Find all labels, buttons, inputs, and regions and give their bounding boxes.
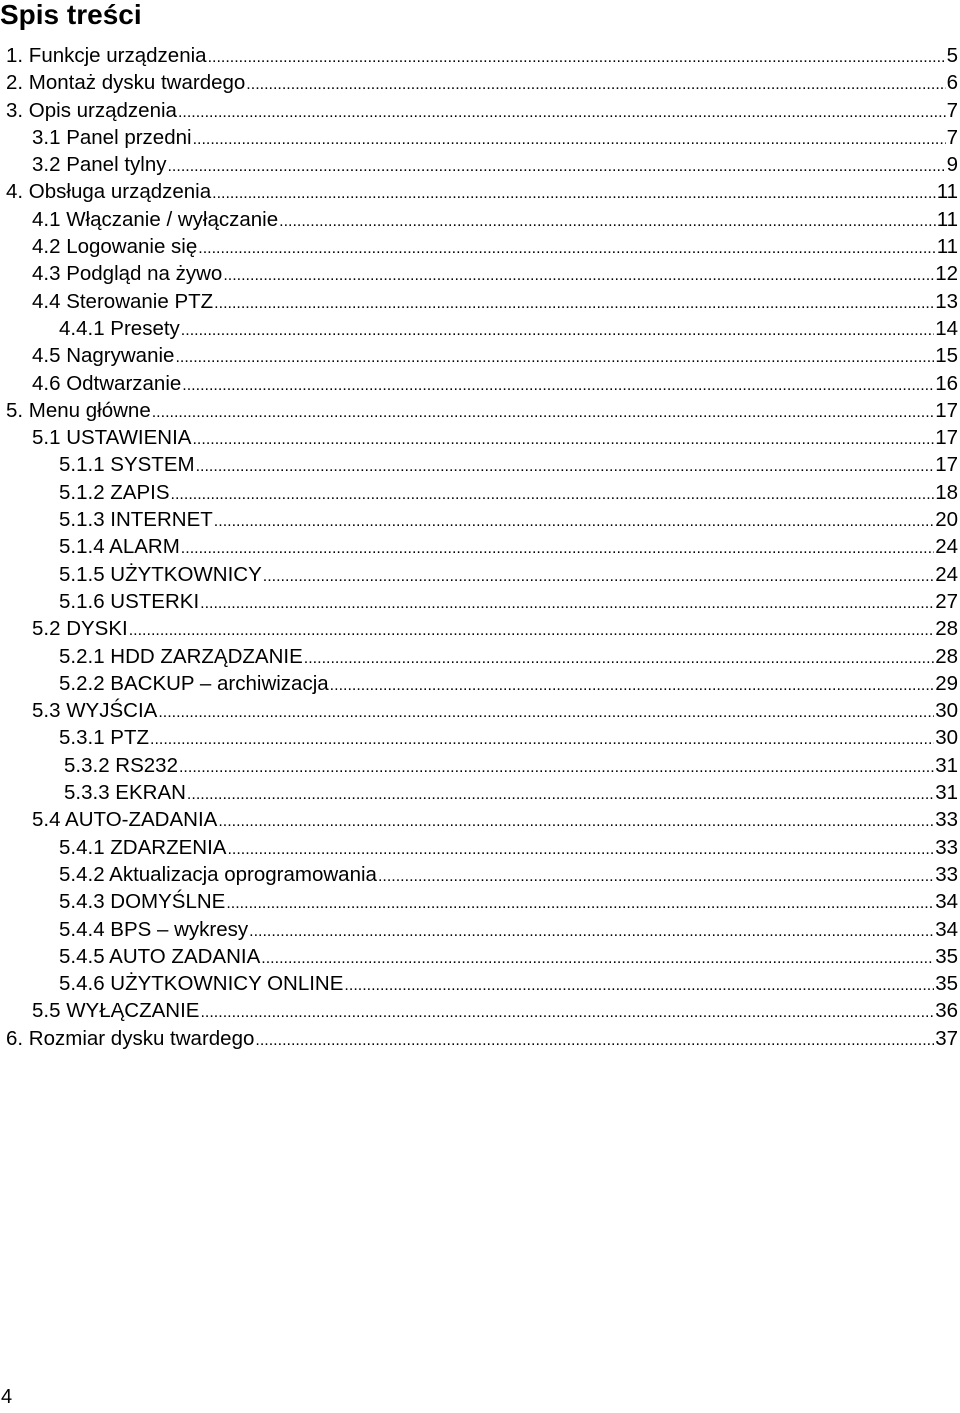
toc-entry[interactable] <box>0 151 958 178</box>
toc-leader-dots <box>200 997 934 1026</box>
toc-leader-dots <box>171 479 935 508</box>
toc-entry-label: 5.3.2 RS232 <box>64 752 178 779</box>
toc-entry[interactable] <box>0 943 958 970</box>
toc-leader-dots <box>129 615 934 644</box>
toc-entry-label: 5.1.3 INTERNET <box>59 506 213 533</box>
toc-entry[interactable] <box>0 370 958 397</box>
toc-leader-dots <box>179 752 934 781</box>
toc-entry-page: 18 <box>935 480 958 504</box>
toc-entry-page: 17 <box>935 453 958 477</box>
toc-entry-page: 34 <box>935 890 958 914</box>
page-title: Spis treści <box>0 0 142 30</box>
toc-entry-label: 4.6 Odtwarzanie <box>32 370 181 397</box>
toc-leader-dots <box>378 861 934 890</box>
toc-entry-page: 28 <box>935 644 958 668</box>
toc-entry-label: 4.4 Sterowanie PTZ <box>32 288 213 315</box>
toc-entry[interactable] <box>0 861 958 888</box>
toc-entry[interactable] <box>0 588 958 615</box>
toc-entry-page: 30 <box>935 699 958 723</box>
toc-entry-label: 5.3.3 EKRAN <box>64 779 186 806</box>
toc-entry-page: 11 <box>936 235 958 259</box>
toc-entry-page: 35 <box>935 944 958 968</box>
toc-entry-label: 5.1.1 SYSTEM <box>59 451 195 478</box>
toc-entry[interactable] <box>0 342 958 369</box>
toc-entry-page: 27 <box>935 589 958 613</box>
toc-leader-dots <box>227 834 934 863</box>
toc-leader-dots <box>196 451 935 480</box>
toc-entry[interactable] <box>0 206 958 233</box>
toc-entry-page: 11 <box>936 207 958 231</box>
toc-entry[interactable] <box>0 506 958 533</box>
toc-entry[interactable] <box>0 697 958 724</box>
toc-leader-dots <box>226 888 934 917</box>
toc-entry-page: 37 <box>935 1026 958 1050</box>
toc-leader-dots <box>187 779 934 808</box>
toc-entry-page: 12 <box>935 262 958 286</box>
toc-entry-label: 4. Obsługa urządzenia <box>6 178 211 205</box>
toc-entry[interactable] <box>0 615 958 642</box>
toc-entry[interactable] <box>0 724 958 751</box>
toc-entry-label: 5.4.1 ZDARZENIA <box>59 834 226 861</box>
toc-entry[interactable] <box>0 561 958 588</box>
toc-entry-label: 3.1 Panel przedni <box>32 124 192 151</box>
toc-entry-label: 3. Opis urządzenia <box>6 97 177 124</box>
toc-entry-label: 4.4.1 Presety <box>59 315 180 342</box>
toc-leader-dots <box>212 178 936 207</box>
toc-leader-dots <box>175 342 934 371</box>
toc-entry-page: 24 <box>935 562 958 586</box>
toc-leader-dots <box>214 288 934 317</box>
toc-entry-label: 5.4.2 Aktualizacja oprogramowania <box>59 861 377 888</box>
toc-entry[interactable] <box>0 42 958 69</box>
toc-entry[interactable] <box>0 233 958 260</box>
toc-entry-page: 35 <box>935 972 958 996</box>
toc-entry-label: 5.4.6 UŻYTKOWNICY ONLINE <box>59 970 343 997</box>
toc-entry-page: 33 <box>935 835 958 859</box>
toc-entry[interactable] <box>0 479 958 506</box>
toc-entry-page: 7 <box>946 98 958 122</box>
toc-entry-label: 5.4 AUTO-ZADANIA <box>32 806 217 833</box>
toc-entry-label: 5. Menu główne <box>6 397 151 424</box>
toc-entry-label: 5.5 WYŁĄCZANIE <box>32 997 199 1024</box>
toc-entry[interactable] <box>0 916 958 943</box>
toc-entry-label: 5.2.2 BACKUP – archiwizacja <box>59 670 329 697</box>
toc-entry[interactable] <box>0 670 958 697</box>
toc-entry-page: 31 <box>935 753 958 777</box>
toc-entry[interactable] <box>0 806 958 833</box>
toc-entry[interactable] <box>0 888 958 915</box>
toc-entry-page: 13 <box>935 289 958 313</box>
toc-leader-dots <box>214 506 934 535</box>
toc-entry-label: 5.4.3 DOMYŚLNE <box>59 888 225 915</box>
toc-entry-page: 20 <box>935 508 958 532</box>
toc-entry-label: 5.1.4 ALARM <box>59 533 180 560</box>
toc-entry-page: 11 <box>936 180 958 204</box>
toc-leader-dots <box>330 670 935 699</box>
toc-entry-page: 17 <box>935 426 958 450</box>
toc-leader-dots <box>150 724 934 753</box>
toc-entry-page: 36 <box>935 999 958 1023</box>
toc-entry-page: 6 <box>946 71 958 95</box>
toc-entry[interactable] <box>0 970 958 997</box>
toc-leader-dots <box>344 970 934 999</box>
toc-leader-dots <box>263 561 934 590</box>
toc-entry[interactable] <box>0 97 958 124</box>
toc-entry[interactable] <box>0 643 958 670</box>
toc-entry[interactable] <box>0 533 958 560</box>
toc-entry-page: 15 <box>935 344 958 368</box>
toc-leader-dots <box>200 588 934 617</box>
toc-entry-label: 5.1 USTAWIENIA <box>32 424 191 451</box>
toc-entry[interactable] <box>0 178 958 205</box>
toc-entry-label: 2. Montaż dysku twardego <box>6 69 245 96</box>
toc-entry-label: 5.4.4 BPS – wykresy <box>59 916 248 943</box>
toc-leader-dots <box>246 69 945 98</box>
toc-entry[interactable] <box>0 779 958 806</box>
toc-entry-page: 14 <box>935 316 958 340</box>
toc-entry[interactable] <box>0 997 958 1024</box>
toc-entry-page: 5 <box>946 44 958 67</box>
toc-entry[interactable] <box>0 752 958 779</box>
toc-entry-page: 24 <box>935 535 958 559</box>
toc-leader-dots <box>182 370 934 399</box>
toc-entry-page: 33 <box>935 862 958 886</box>
toc-leader-dots <box>181 315 934 344</box>
toc-entry-label: 3.2 Panel tylny <box>32 151 166 178</box>
table-of-contents <box>0 42 960 1052</box>
toc-entry-label: 5.4.5 AUTO ZADANIA <box>59 943 260 970</box>
toc-leader-dots <box>193 124 946 153</box>
toc-entry[interactable] <box>0 124 958 151</box>
toc-leader-dots <box>223 260 934 289</box>
toc-entry-page: 29 <box>935 671 958 695</box>
toc-entry-page: 7 <box>946 125 958 149</box>
toc-leader-dots <box>304 643 934 672</box>
toc-entry[interactable] <box>0 424 958 451</box>
toc-entry-page: 17 <box>935 398 958 422</box>
toc-entry-label: 1. Funkcje urządzenia <box>6 42 207 69</box>
toc-entry-page: 33 <box>935 808 958 832</box>
toc-entry[interactable] <box>0 288 958 315</box>
toc-entry[interactable] <box>0 260 958 287</box>
toc-entry[interactable] <box>0 834 958 861</box>
toc-leader-dots <box>181 533 934 562</box>
toc-entry[interactable] <box>0 451 958 478</box>
toc-entry-label: 5.1.2 ZAPIS <box>59 479 170 506</box>
toc-entry-label: 5.1.6 USTERKI <box>59 588 199 615</box>
toc-entry-page: 16 <box>935 371 958 395</box>
toc-entry-page: 28 <box>935 617 958 641</box>
toc-entry-page: 31 <box>935 781 958 805</box>
toc-leader-dots <box>198 233 935 262</box>
toc-entry[interactable] <box>0 1025 958 1052</box>
toc-leader-dots <box>178 97 946 126</box>
page-number: 4 <box>1 1386 13 1408</box>
toc-entry[interactable] <box>0 397 958 424</box>
toc-entry-page: 30 <box>935 726 958 750</box>
toc-leader-dots <box>255 1025 934 1054</box>
toc-leader-dots <box>158 697 934 726</box>
toc-leader-dots <box>218 806 934 835</box>
toc-leader-dots <box>192 424 934 453</box>
toc-entry-label: 5.1.5 UŻYTKOWNICY <box>59 561 262 588</box>
toc-entry-label: 4.5 Nagrywanie <box>32 342 174 369</box>
toc-leader-dots <box>152 397 934 426</box>
toc-entry-label: 5.2 DYSKI <box>32 615 128 642</box>
toc-entry-label: 4.2 Logowanie się <box>32 233 197 260</box>
toc-entry-label: 5.3 WYJŚCIA <box>32 697 157 724</box>
toc-entry[interactable] <box>0 315 958 342</box>
toc-leader-dots <box>208 42 946 71</box>
toc-entry-label: 5.3.1 PTZ <box>59 724 149 751</box>
toc-entry-page: 9 <box>946 153 958 177</box>
toc-leader-dots <box>167 151 945 180</box>
toc-leader-dots <box>249 916 934 945</box>
toc-entry-label: 6. Rozmiar dysku twardego <box>6 1025 254 1052</box>
toc-leader-dots <box>261 943 934 972</box>
toc-entry-label: 4.3 Podgląd na żywo <box>32 260 222 287</box>
toc-entry-label: 4.1 Włączanie / wyłączanie <box>32 206 278 233</box>
toc-leader-dots <box>279 206 936 235</box>
toc-entry-label: 5.2.1 HDD ZARZĄDZANIE <box>59 643 303 670</box>
toc-entry-page: 34 <box>935 917 958 941</box>
toc-entry[interactable] <box>0 69 958 96</box>
